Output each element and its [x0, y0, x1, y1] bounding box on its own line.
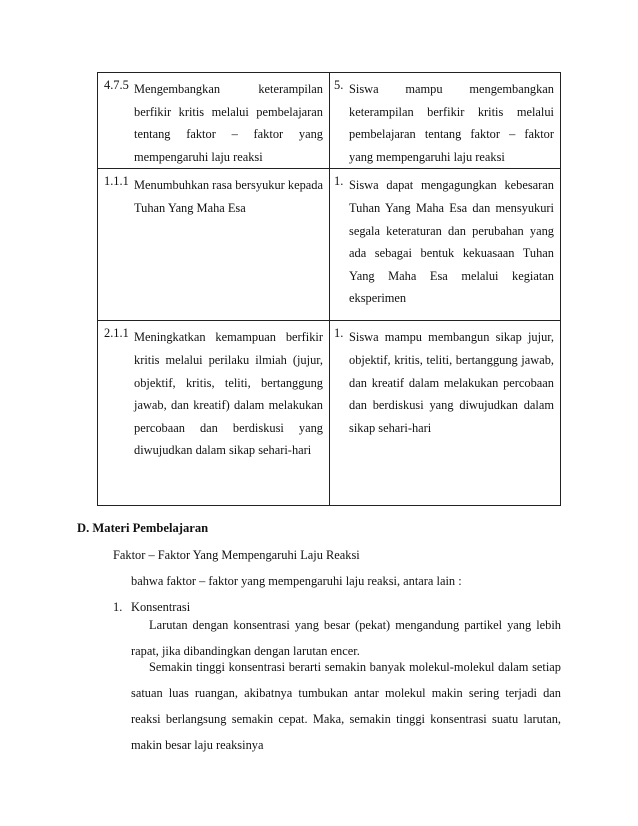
indicator-text: Mengembangkan keterampilan berfikir kritis melalui pembelajaran tentang faktor – faktor yang mempengaruhi laju reaksi	[134, 82, 323, 164]
table-cell	[330, 73, 561, 169]
indicator-number: 1.1.1	[104, 174, 129, 189]
table-cell	[330, 321, 561, 506]
table-row	[98, 73, 561, 169]
list-item-title: Konsentrasi	[131, 600, 191, 614]
objective-number: 1.	[334, 174, 344, 189]
indicator-number: 2.1.1	[104, 326, 129, 341]
indicator-text: Meningkatkan kemampuan berfikir kritis melalui perilaku ilmiah (jujur, objektif, kritis, teliti, bertanggung jawab, dan kreatif) dalam melakukan percobaan dan berdiskusi yang diwujudkan dalam sikap sehari-hari	[134, 330, 323, 458]
list-item-number: 1.	[113, 600, 123, 614]
section-subheading: Faktor – Faktor Yang Mempengaruhi Laju Reaksi	[113, 548, 360, 562]
indicator-text: Menumbuhkan rasa bersyukur kepada Tuhan Yang Maha Esa	[134, 178, 323, 215]
paragraph-text: Semakin tinggi konsentrasi berarti semakin banyak molekul-molekul dalam setiap satuan luas ruangan, akibatnya tumbukan antar molekul makin sering terjadi dan reaksi berlangsung semakin cepat. Maka, semakin tinggi konsentrasi suatu larutan, makin besar laju reaksinya	[131, 660, 561, 752]
paragraph-text: Larutan dengan konsentrasi yang besar (pekat) mengandung partikel yang lebih rapat, jika dibandingkan dengan larutan encer.	[131, 618, 561, 658]
table-cell	[330, 169, 561, 321]
objective-text: Siswa mampu membangun sikap jujur, objektif, kritis, teliti, bertanggung jawab, dan kreatif dalam melakukan percobaan dan berdiskusi yang diwujudkan dalam sikap sehari-hari	[349, 330, 554, 435]
table-cell	[98, 169, 330, 321]
objective-text: Siswa dapat mengagungkan kebesaran Tuhan Yang Maha Esa dan mensyukuri segala keteraturan dan perubahan yang ada sebagai bentuk kekuasaan Tuhan Yang Maha Esa melalui kegiatan eksperimen	[349, 178, 554, 306]
table-cell	[98, 73, 330, 169]
section-heading: D. Materi Pembelajaran	[77, 521, 209, 535]
paragraph	[131, 654, 561, 758]
table-row	[98, 169, 561, 321]
table-row	[98, 321, 561, 506]
objective-text: Siswa mampu mengembangkan keterampilan berfikir kritis melalui pembelajaran tentang faktor – faktor yang mempengaruhi laju reaksi	[349, 82, 554, 164]
objective-number: 5.	[334, 78, 344, 92]
indicator-number: 4.7.5	[104, 78, 129, 92]
objective-number: 1.	[334, 326, 344, 341]
competency-table	[97, 72, 561, 506]
table-cell	[98, 321, 330, 506]
intro-text: bahwa faktor – faktor yang mempengaruhi laju reaksi, antara lain :	[131, 574, 462, 588]
